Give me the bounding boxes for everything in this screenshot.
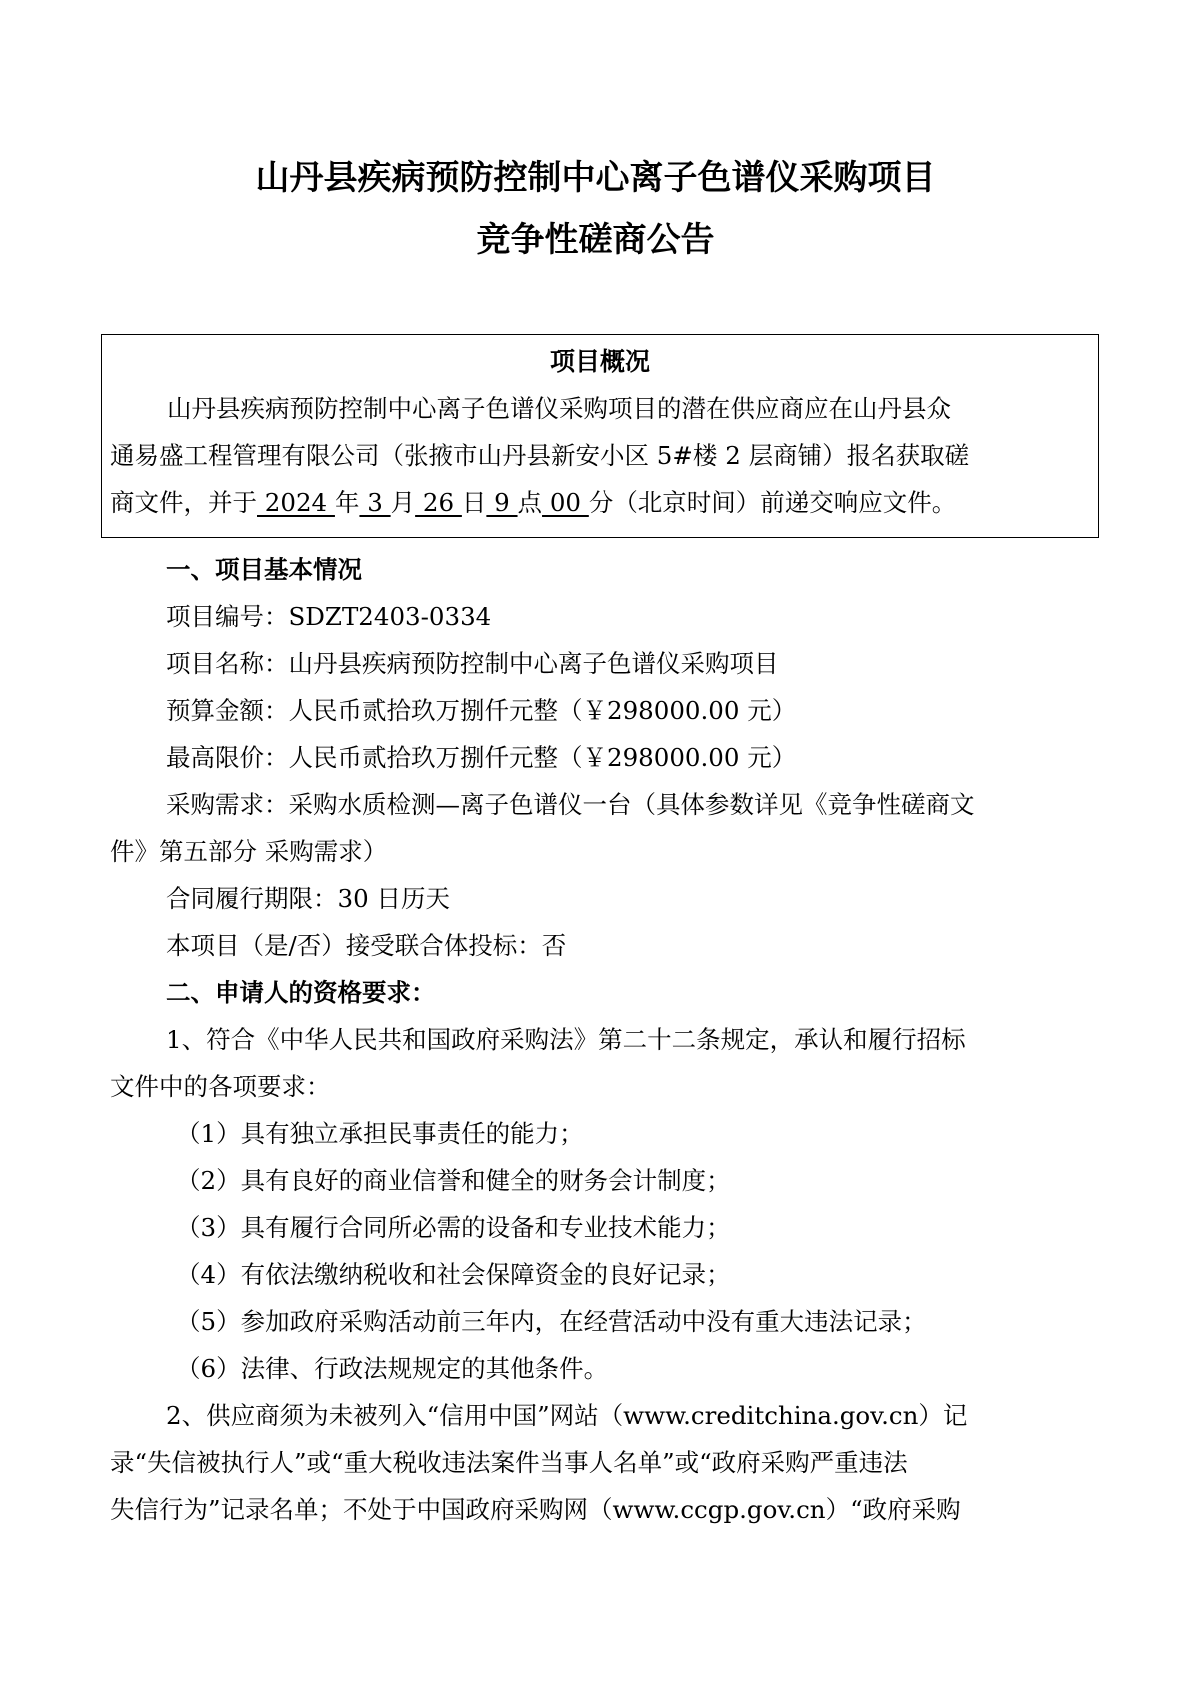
qualification-item: （3）具有履行合同所必需的设备和专业技术能力； — [176, 1213, 731, 1242]
project-overview-box — [101, 334, 1099, 538]
day-unit: 日 — [461, 488, 487, 517]
overview-line3-suffix: （北京时间）前递交响应文件。 — [613, 488, 957, 517]
requirement1-line2: 文件中的各项要求： — [110, 1072, 331, 1101]
project-number: 项目编号：SDZT2403-0334 — [166, 602, 492, 631]
overview-line-2: 通易盛工程管理有限公司（张掖市山丹县新安小区 5#楼 2 层商铺）报名获取磋 — [110, 441, 970, 470]
deadline-month: 3 — [359, 488, 391, 517]
overview-line-1: 山丹县疾病预防控制中心离子色谱仪采购项目的潜在供应商应在山丹县众 — [167, 394, 951, 423]
requirement2-line1: 2、供应商须为未被列入“信用中国”网站（www.creditchina.gov.cn）记 — [166, 1401, 968, 1430]
month-unit: 月 — [390, 488, 416, 517]
consortium-bid: 本项目（是/否）接受联合体投标：否 — [166, 931, 567, 960]
deadline-year: 2024 — [257, 488, 335, 517]
qualification-item: （1）具有独立承担民事责任的能力； — [176, 1119, 584, 1148]
document-title-line2: 竞争性磋商公告 — [476, 220, 715, 260]
document-title-line1: 山丹县疾病预防控制中心离子色谱仪采购项目 — [255, 158, 936, 198]
budget-amount: 预算金额：人民币贰拾玖万捌仟元整（￥298000.00 元） — [166, 696, 797, 725]
qualification-item: （4）有依法缴纳税收和社会保障资金的良好记录； — [176, 1260, 731, 1289]
overview-line3-prefix: 商文件，并于 — [110, 488, 257, 517]
qualification-item: （6）法律、行政法规规定的其他条件。 — [176, 1354, 609, 1383]
overview-line-3 — [110, 486, 1090, 520]
project-name: 项目名称：山丹县疾病预防控制中心离子色谱仪采购项目 — [166, 649, 779, 678]
qualification-item: （2）具有良好的商业信誉和健全的财务会计制度； — [176, 1166, 731, 1195]
max-price: 最高限价：人民币贰拾玖万捌仟元整（￥298000.00 元） — [166, 743, 797, 772]
requirement2-line2: 录“失信被执行人”或“重大税收违法案件当事人名单”或“政府采购严重违法 — [110, 1448, 908, 1477]
year-unit: 年 — [334, 488, 360, 517]
minute-unit: 分 — [588, 488, 614, 517]
deadline-minute: 00 — [542, 488, 589, 517]
procurement-demand-line1: 采购需求：采购水质检测—离子色谱仪一台（具体参数详见《竞争性磋商文 — [166, 790, 975, 819]
deadline-hour: 9 — [486, 488, 518, 517]
overview-heading: 项目概况 — [549, 347, 650, 376]
contract-period: 合同履行期限：30 日历天 — [166, 884, 450, 913]
qualification-item: （5）参加政府采购活动前三年内，在经营活动中没有重大违法记录； — [176, 1307, 927, 1336]
section2-heading: 二、申请人的资格要求： — [166, 978, 436, 1007]
requirement2-line3: 失信行为”记录名单；不处于中国政府采购网（www.ccgp.gov.cn）“政府采购 — [110, 1495, 961, 1524]
procurement-demand-line2: 件》第五部分 采购需求） — [110, 837, 388, 866]
section1-heading: 一、项目基本情况 — [166, 555, 362, 584]
deadline-day: 26 — [415, 488, 462, 517]
hour-unit: 点 — [517, 488, 543, 517]
requirement1-line1: 1、符合《中华人民共和国政府采购法》第二十二条规定，承认和履行招标 — [166, 1025, 966, 1054]
